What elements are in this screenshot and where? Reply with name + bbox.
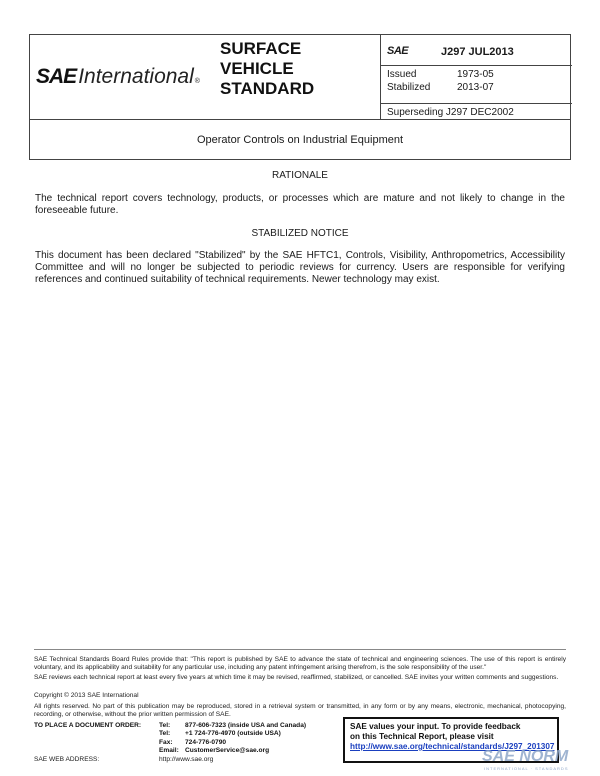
dates-block bbox=[381, 65, 572, 104]
contact-row bbox=[159, 730, 306, 738]
issued-value: 1973-05 bbox=[457, 69, 494, 80]
stabilized-notice-body: This document has been declared "Stabilized" by the SAE HFTC1, Controls, Visibility, Anthropometrics, Accessibility Committee and will no longer be subjected to periodic reviews for currency. Users are responsible for verifying references and continued suitability of technical requirements. Newer technology may exist. bbox=[35, 250, 565, 285]
logo-cell bbox=[30, 35, 212, 119]
rights-text: All rights reserved. No part of this publication may be reproduced, stored in a retrieval system or transmitted, in any form or by any means, electronic, mechanical, photocopying, recording, or otherwise, without the prior written permission of SAE. bbox=[34, 703, 566, 718]
contact-row bbox=[159, 747, 306, 755]
stabilized-label: Stabilized bbox=[387, 82, 431, 93]
contact-row bbox=[159, 722, 306, 730]
doc-number: J297 JUL2013 bbox=[441, 46, 514, 58]
standard-type bbox=[220, 39, 314, 99]
board-rules-text: SAE Technical Standards Board Rules provide that: "This report is published by SAE to advance the state of technical and engineering sciences. The use of this report is entirely voluntary, and its applicability and suitability for any particular use, including any patent infringement arising therefrom, is the sole responsibility of the user." bbox=[34, 656, 566, 671]
document-info-cell bbox=[380, 35, 572, 119]
feedback-line: on this Technical Report, please visit bbox=[350, 732, 494, 741]
feedback-link[interactable]: http://www.sae.org/technical/standards/J297_201307 bbox=[350, 742, 555, 751]
standard-type-cell bbox=[212, 35, 380, 119]
contact-kind: Tel: bbox=[159, 722, 171, 729]
watermark-logo: SAE NORM bbox=[482, 748, 569, 765]
contact-email[interactable]: CustomerService@sae.org bbox=[185, 747, 270, 755]
footer-divider bbox=[34, 649, 566, 650]
superseding-note: Superseding J297 DEC2002 bbox=[387, 107, 514, 118]
stabilized-value: 2013-07 bbox=[457, 82, 494, 93]
order-label: TO PLACE A DOCUMENT ORDER: bbox=[34, 722, 142, 729]
contact-value: 724-776-0790 bbox=[185, 738, 227, 746]
contact-rows bbox=[159, 722, 306, 756]
issued-row bbox=[387, 69, 494, 80]
contact-kind: Email: bbox=[159, 747, 179, 755]
contact-value: +1 724-776-4970 (outside USA) bbox=[185, 730, 281, 738]
standard-type-line: VEHICLE bbox=[220, 59, 294, 78]
standard-type-line: SURFACE bbox=[220, 39, 302, 58]
feedback-line: SAE values your input. To provide feedback bbox=[350, 722, 521, 731]
standard-type-line: STANDARD bbox=[220, 79, 315, 98]
rationale-body: The technical report covers technology, products, or processes which are mature and not likely to change in the foreseeable future. bbox=[35, 193, 565, 216]
logo-registered-mark: ® bbox=[194, 78, 200, 85]
stabilized-row bbox=[387, 82, 494, 93]
web-address-label: SAE WEB ADDRESS: bbox=[34, 756, 100, 763]
header-box bbox=[29, 34, 571, 120]
logo-sae: SAE bbox=[36, 65, 77, 88]
issued-label: Issued bbox=[387, 69, 417, 80]
mini-sae-logo: SAE bbox=[387, 45, 409, 57]
stabilized-notice-heading: STABILIZED NOTICE bbox=[251, 228, 349, 239]
watermark-subtext: INTERNATIONAL · STANDARDS bbox=[484, 766, 569, 771]
copyright-text: Copyright © 2013 SAE International bbox=[34, 692, 139, 699]
web-address-link[interactable]: http://www.sae.org bbox=[159, 756, 214, 763]
sae-international-logo bbox=[36, 65, 200, 89]
rationale-heading: RATIONALE bbox=[272, 170, 328, 181]
contact-value: 877-606-7323 (inside USA and Canada) bbox=[185, 722, 307, 729]
contact-row bbox=[159, 739, 306, 747]
contact-kind: Tel: bbox=[159, 730, 171, 738]
review-text: SAE reviews each technical report at least every five years at which time it may be revised, reaffirmed, stabilized, or cancelled. SAE invites your written comments and suggestions. bbox=[34, 674, 559, 681]
contact-kind: Fax: bbox=[159, 738, 173, 746]
logo-international: International bbox=[78, 65, 194, 88]
document-title: Operator Controls on Industrial Equipment bbox=[29, 119, 571, 160]
doc-number-row bbox=[381, 35, 572, 66]
